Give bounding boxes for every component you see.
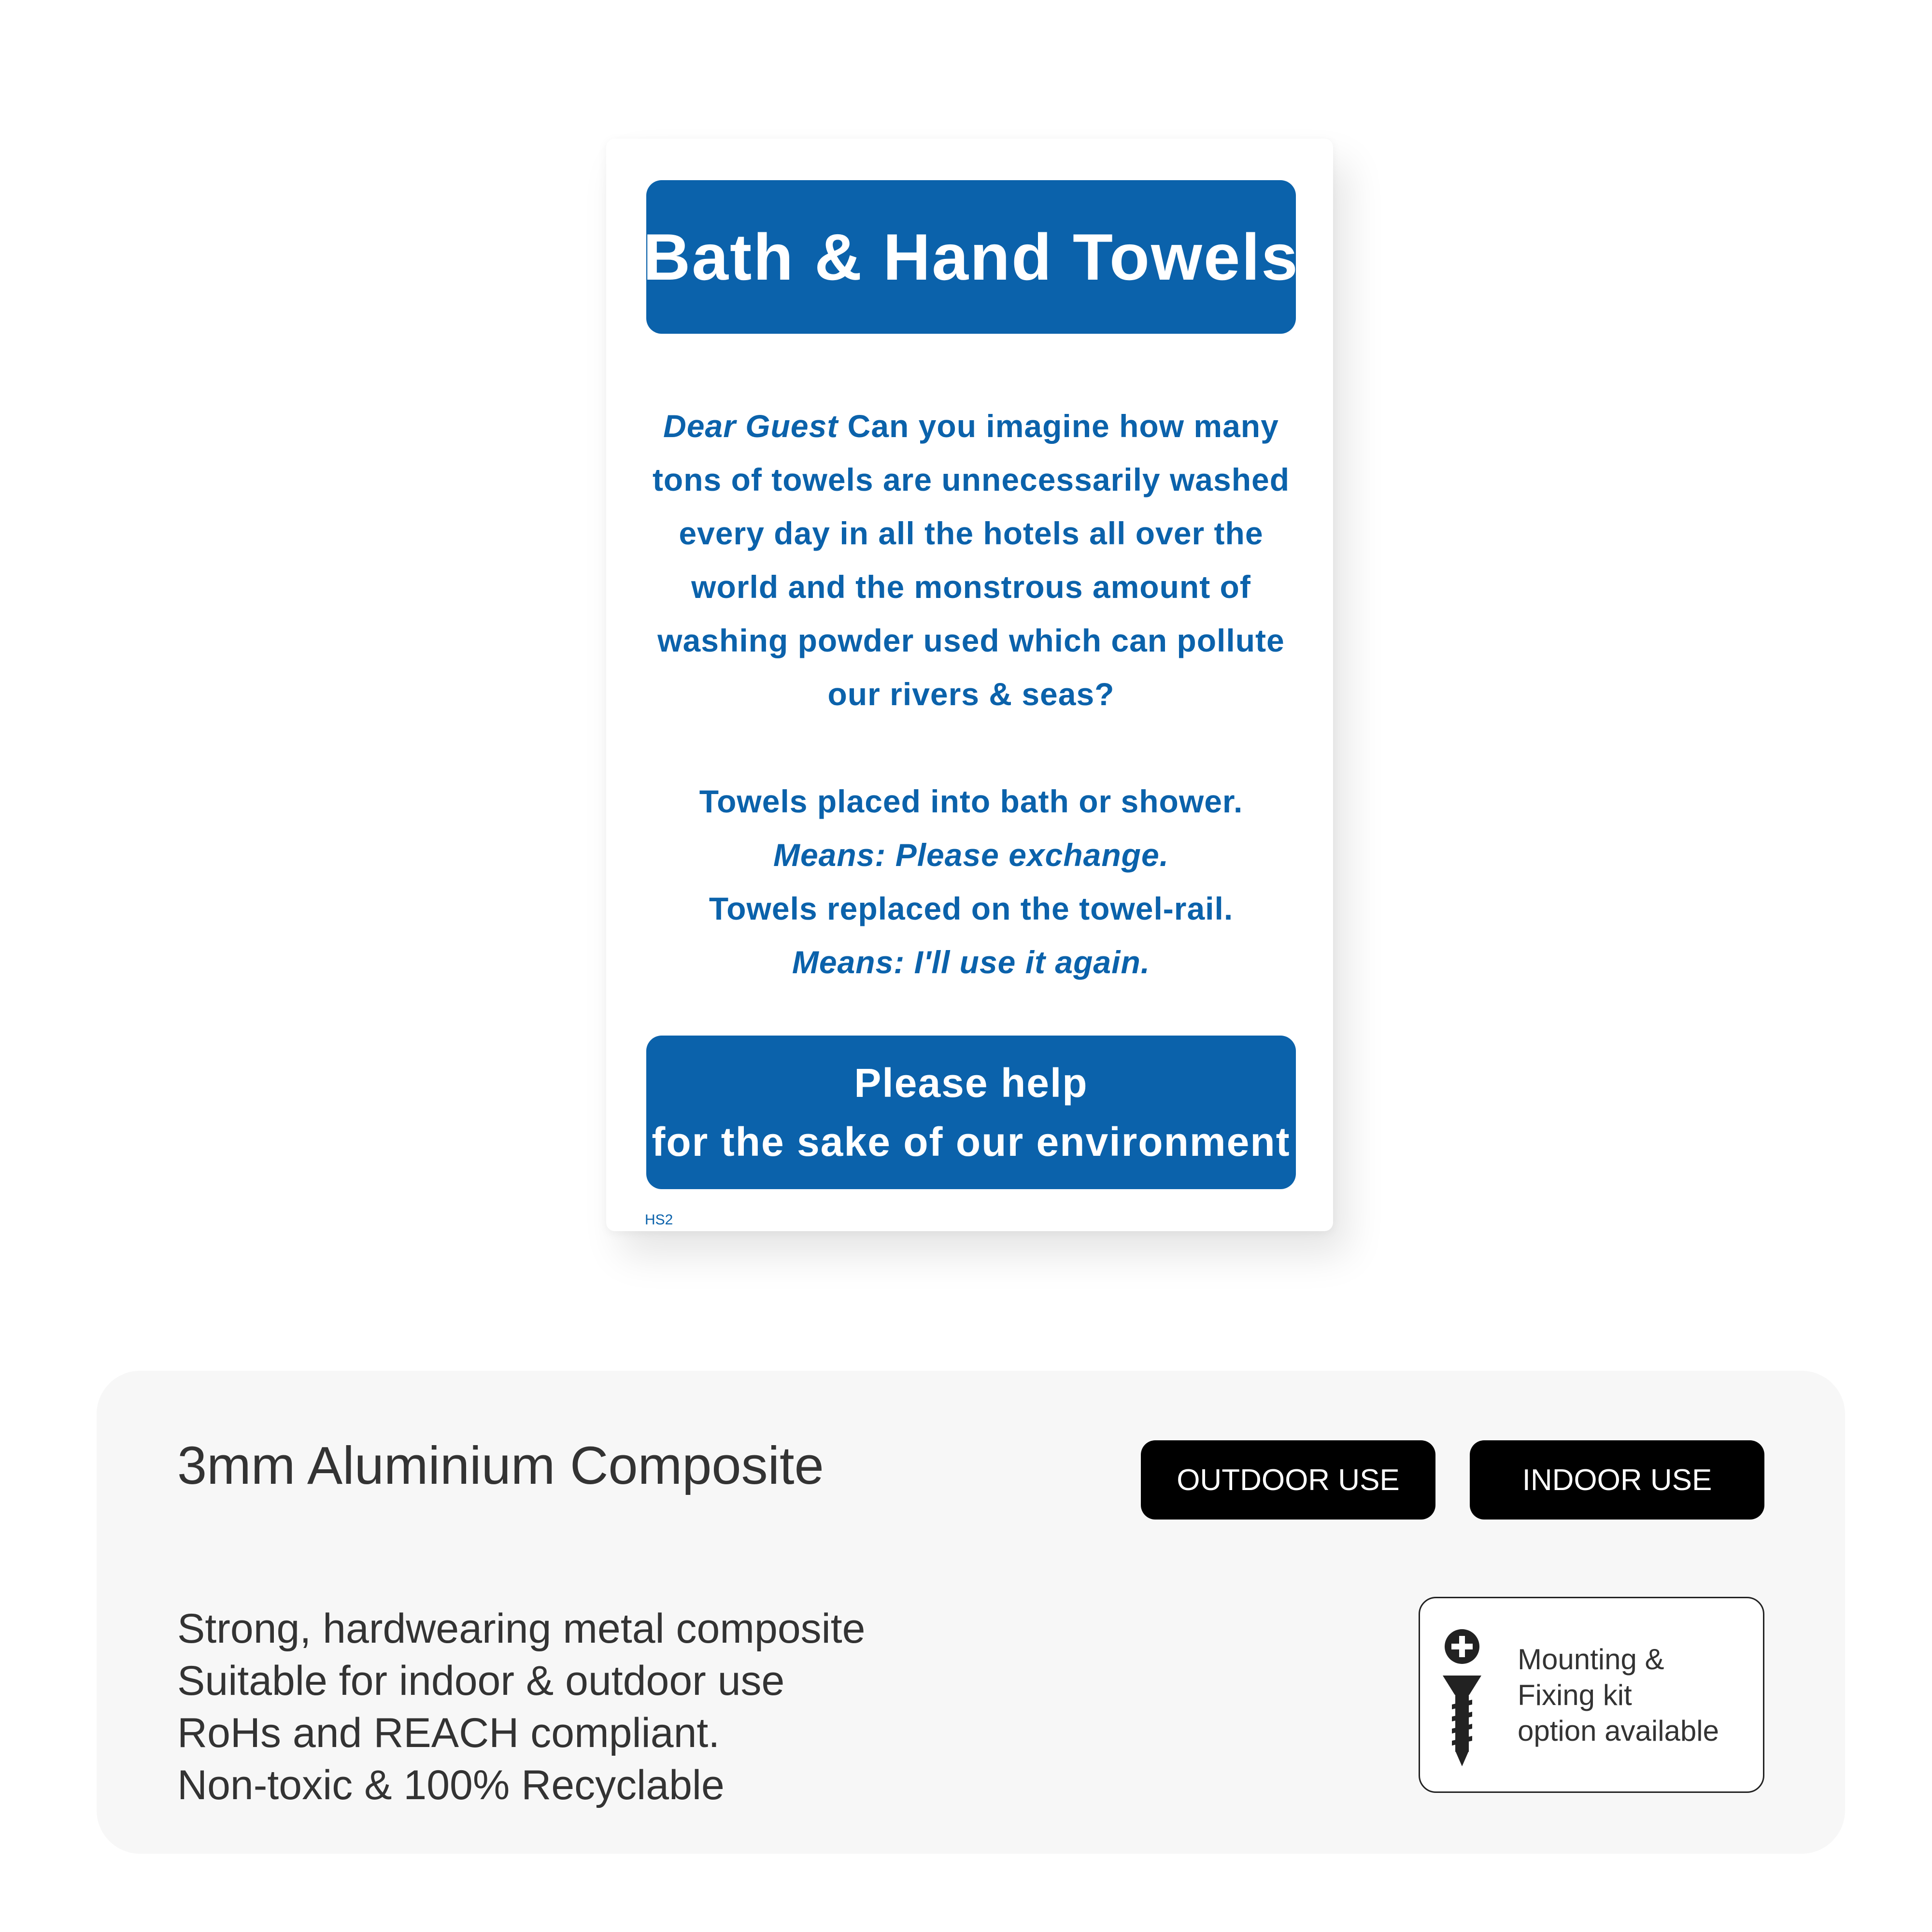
mounting-kit-text <box>1518 1642 1719 1749</box>
sign-instruction-meaning: Means: I'll use it again. <box>792 944 1151 980</box>
sign-body-line: Dear Guest Can you imagine how many <box>663 408 1279 444</box>
sign-footer-banner <box>646 1036 1296 1189</box>
sign-board <box>606 139 1333 1231</box>
feature-item: Suitable for indoor & outdoor use <box>177 1658 785 1704</box>
kit-line: option available <box>1518 1715 1719 1747</box>
sign-body-line: every day in all the hotels all over the <box>679 515 1264 551</box>
feature-item: Non-toxic & 100% Recyclable <box>177 1762 724 1808</box>
sign-body-line: washing powder used which can pollute <box>657 623 1285 658</box>
sign-title: Bath & Hand Towels <box>643 220 1299 294</box>
outdoor-use-badge: OUTDOOR USE <box>1141 1440 1435 1520</box>
mounting-kit-box <box>1419 1597 1764 1793</box>
kit-line: Mounting & <box>1518 1643 1664 1676</box>
feature-list <box>177 1603 866 1811</box>
spacer <box>646 721 1296 775</box>
indoor-use-badge: INDOOR USE <box>1470 1440 1764 1520</box>
sign-body-line: world and the monstrous amount of <box>691 569 1251 605</box>
sign-body <box>646 399 1296 989</box>
kit-line: Fixing kit <box>1518 1679 1632 1711</box>
sign-body-line: tons of towels are unnecessarily washed <box>652 462 1290 497</box>
sign-greeting: Dear Guest <box>663 408 838 444</box>
sign-body-line: our rivers & seas? <box>827 676 1115 712</box>
sign-instruction: Towels replaced on the towel-rail. <box>709 891 1234 926</box>
sign-title-banner <box>643 180 1299 334</box>
info-panel <box>97 1371 1845 1854</box>
material-title: 3mm Aluminium Composite <box>177 1436 824 1495</box>
sign-footer-line: for the sake of our environment <box>652 1119 1291 1165</box>
screw-icon <box>1440 1627 1484 1767</box>
sign-footer-line: Please help <box>854 1060 1088 1106</box>
sign-product-code: HS2 <box>645 1212 673 1228</box>
feature-item: Strong, hardwearing metal composite <box>177 1605 866 1652</box>
sign-instruction: Towels placed into bath or shower. <box>699 783 1243 819</box>
sign-instruction-meaning: Means: Please exchange. <box>773 837 1169 873</box>
feature-item: RoHs and REACH compliant. <box>177 1710 720 1756</box>
